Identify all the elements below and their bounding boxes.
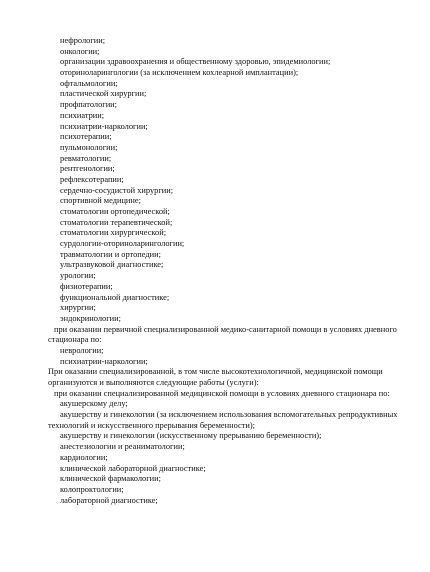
text-line: офтальмологии; [60,78,118,88]
text-line: При оказании специализированной, в том числе высокотехнологичной, медицинской помощи [48,367,383,377]
text-line: неврологии; [60,345,104,355]
text-line: стоматологии терапевтической; [60,217,173,227]
text-line: сердечно-сосудистой хирургии; [60,185,174,195]
text-line: физиотерапии; [60,281,113,291]
text-line: организации здравоохранения и общественному здоровью, эпидемиологии; [60,57,331,67]
text-line: психиатрии-наркологии; [60,121,148,131]
text-line: онкологии; [60,46,100,56]
text-line: оториноларингологии (за исключением кохлеарной имплантации); [60,68,299,78]
text-line: ревматологии; [60,153,112,163]
text-line: акушерству и гинекологии (за исключением использования вспомогательных репродуктивных [60,410,398,420]
text-line: травматологии и ортопедии; [60,249,161,259]
text-line: кардиологии; [60,452,108,462]
text-line: организуются и выполняются следующие работы (услуги): [48,378,259,387]
text-line: рентгенологии; [60,164,115,174]
text-line: ультразвуковой диагностике; [60,260,164,270]
text-line: эндокринологии; [60,313,121,323]
text-line: клинической лабораторной диагностике; [60,463,206,473]
document-text [0,36,430,506]
text-line: колопроктологии; [60,484,124,494]
text-line: пульмонологии; [60,142,118,152]
text-line: стоматологии ортопедической; [60,207,170,216]
text-line: технологий и искусственного прерывания беременности); [48,420,255,430]
text-line: нефрологии; [60,36,106,45]
text-line: при оказании первичной специализированной медико-санитарной помощи в условиях дневного [54,324,397,334]
text-line: клинической фармакологии; [60,474,161,484]
text-line: рефлексотерапии; [60,174,124,184]
text-line: психиатрии-наркологии; [60,356,148,366]
text-line: хирургии; [60,303,96,313]
text-line: сурдологии-оториноларингологии; [60,239,185,249]
text-line: акушерству и гинекологии (искусственному прерыванию беременности); [60,431,322,441]
text-line: стоматологии хирургической; [60,228,167,238]
text-line: психотерапии; [60,132,112,142]
text-line: акушерскому делу; [60,399,128,409]
text-line: анестезиологии и реаниматологии; [60,442,185,452]
text-line: при оказании специализированной медицинской помощи в условиях дневного стационара по: [54,388,390,398]
text-line: функциональной диагностике; [60,292,170,302]
text-line: стационара по: [48,335,102,345]
text-line: лабораторной диагностике; [60,495,158,505]
text-line: профпатологии; [60,100,117,110]
text-line: пластической хирургии; [60,89,147,99]
text-line: психиатрии; [60,110,105,120]
text-line: урологии; [60,271,96,281]
text-line: спортивной медицине; [60,196,141,206]
